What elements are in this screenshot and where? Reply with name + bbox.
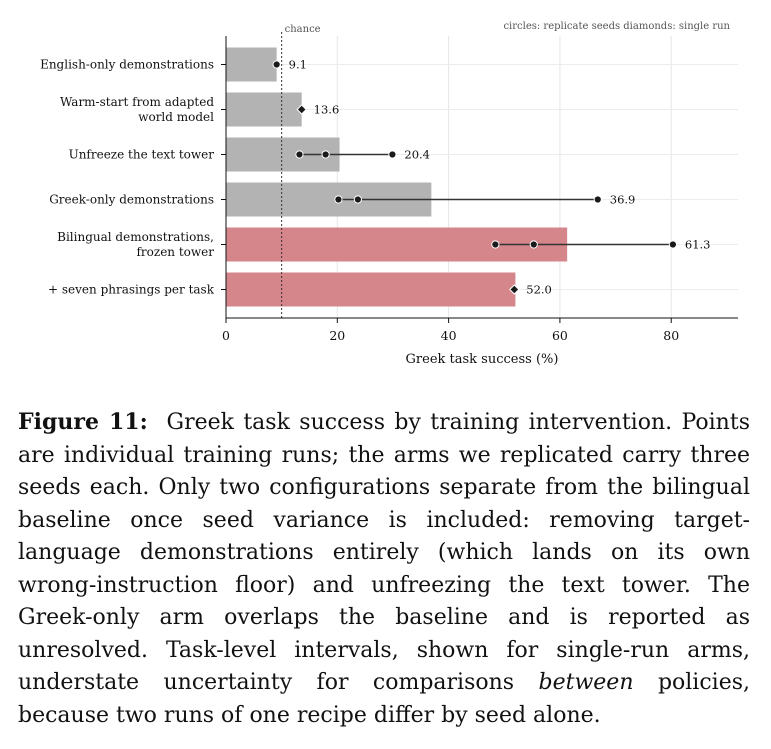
y-tick-label: + seven phrasings per task	[48, 282, 214, 297]
run-point-circle	[594, 196, 601, 203]
run-point-circle	[296, 151, 303, 158]
x-tick-label: 40	[440, 328, 457, 343]
caption-emphasis: between	[538, 670, 634, 695]
legend-note: circles: replicate seeds diamonds: single run	[503, 21, 730, 32]
caption-text-end: policies, because two runs of one recipe differ by seed alone.	[18, 670, 750, 728]
y-tick-label: Warm-start from adapted	[60, 95, 214, 109]
y-tick-label: English-only demonstrations	[40, 57, 214, 72]
run-point-circle	[354, 196, 361, 203]
x-axis-title: Greek task success (%)	[405, 352, 559, 367]
run-point-circle	[335, 196, 342, 203]
bar	[226, 273, 515, 307]
y-tick-label: Greek-only demonstrations	[49, 192, 214, 207]
bar	[226, 48, 277, 82]
value-label: 36.9	[609, 192, 636, 207]
run-point-circle	[669, 241, 676, 248]
figure-label: Figure 11:	[18, 409, 148, 435]
x-tick-label: 60	[551, 328, 568, 343]
value-label: 52.0	[526, 282, 552, 297]
figure-caption	[18, 406, 750, 732]
y-tick-label: frozen tower	[136, 245, 214, 259]
value-label: 20.4	[404, 147, 431, 162]
x-tick-label: 20	[329, 328, 346, 343]
caption-text: Greek task success by training intervention. Points are individual training runs; the arms we replicated carry three seeds each. Only two configurations separate from the bilingual baseline once seed variance is included: removing target-language demonstrations entirely (which lands on its own wrong-instruction floor) and unfreezing the text tower. The Greek-only arm overlaps the baseline and is reported as unresolved. Task-level intervals, shown for single-run arms, understate uncertainty for comparisons	[18, 410, 750, 695]
value-label: 61.3	[684, 237, 711, 252]
x-tick-label: 80	[663, 328, 680, 343]
value-label: 9.1	[288, 57, 307, 72]
run-point-circle	[492, 241, 499, 248]
y-tick-label: Unfreeze the text tower	[68, 147, 214, 162]
run-point-circle	[273, 61, 280, 68]
run-point-circle	[530, 241, 537, 248]
y-tick-label: world model	[138, 110, 214, 124]
bar	[226, 93, 302, 127]
y-tick-label: Bilingual demonstrations,	[57, 230, 214, 244]
x-tick-label: 0	[222, 328, 230, 343]
value-label: 13.6	[313, 102, 340, 117]
run-point-circle	[389, 151, 396, 158]
chance-label: chance	[284, 24, 321, 35]
run-point-circle	[322, 151, 329, 158]
